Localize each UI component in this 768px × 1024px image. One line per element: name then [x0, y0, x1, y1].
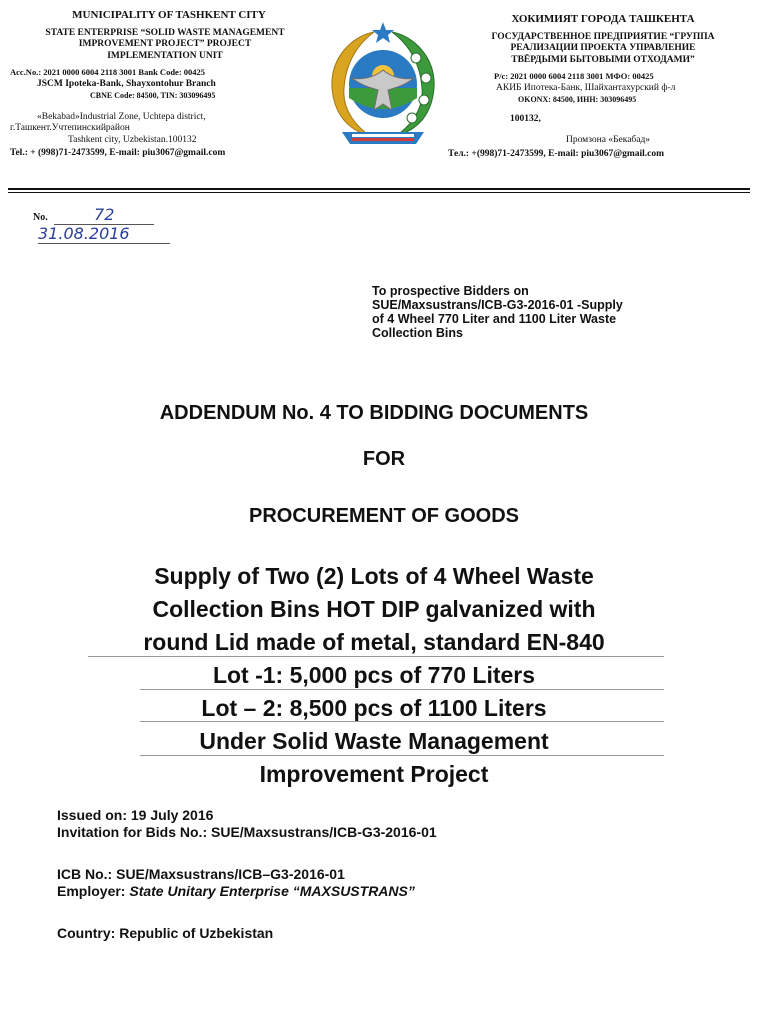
enterprise-en-line2: IMPROVEMENT PROJECT” PROJECT [78, 39, 252, 49]
address-en-2: г.Ташкент.Учтепинскийрайон [10, 123, 130, 133]
underline-2 [140, 689, 664, 690]
header-divider-thick [8, 188, 750, 190]
reference-no-label: No. [33, 212, 48, 223]
okonx-ru: OKONX: 84500, ИНН: 303096495 [518, 95, 637, 104]
enterprise-ru-line1: ГОСУДАРСТВЕННОЕ ПРЕДПРИЯТИЕ “ГРУППА [491, 31, 715, 42]
account-ru: Р/с: 2021 0000 6004 2118 3001 МФО: 00425 [494, 71, 654, 81]
account-en: Acc.No.: 2021 0000 6004 2118 3001 Bank Code: 00425 [10, 67, 206, 77]
underline-3 [140, 721, 664, 722]
issued-date: Issued on: 19 July 2016 [57, 807, 214, 823]
reference-block [33, 205, 154, 225]
municipality-ru: ХОКИМИЯТ ГОРОДА ТАШКЕНТА [511, 13, 695, 25]
employer-line [57, 883, 415, 900]
icb-block [57, 866, 415, 900]
underline-1 [88, 656, 664, 657]
municipality-en: MUNICIPALITY OF TASHKENT CITY [72, 9, 266, 21]
supply-line1: Supply of Two (2) Lots of 4 Wheel Waste [154, 563, 594, 589]
state-emblem-icon [312, 18, 454, 152]
header-left [10, 10, 320, 160]
addendum-title: ADDENDUM No. 4 TO BIDDING DOCUMENTS [159, 402, 589, 424]
zone-ru: Промзона «Бекабад» [566, 135, 651, 145]
reference-number: 72 [54, 205, 154, 225]
bank-ru: АКИБ Ипотека-Банк, Шайхантахурский ф-л [496, 82, 676, 93]
under-line2: Improvement Project [259, 761, 489, 787]
enterprise-en-line1: STATE ENTERPRISE “SOLID WASTE MANAGEMENT [45, 27, 285, 38]
recipient-line2: SUE/Maxsustrans/ICB-G3-2016-01 -Supply [372, 298, 623, 312]
address-en-3: Tashkent city, Uzbekistan.100132 [68, 134, 197, 145]
ifb-number: Invitation for Bids No.: SUE/Maxsustrans/ICB-G3-2016-01 [57, 824, 437, 840]
underline-4 [140, 755, 664, 756]
recipient-line3: of 4 Wheel 770 Liter and 1100 Liter Waste [372, 312, 617, 326]
contact-en: Tel.: + (998)71-2473599, E-mail: piu3067@gmail.com [10, 148, 226, 158]
enterprise-en-line3: IMPLEMENTATION UNIT [107, 50, 223, 61]
for-title: FOR [362, 448, 406, 470]
reference-date: 31.08.2016 [38, 224, 170, 244]
address-en-1: «Bekabad»Industrial Zone, Uchtepa district, [37, 111, 206, 122]
enterprise-ru-line2: РЕАЛИЗАЦИИ ПРОЕКТА УПРАВЛЕНИЕ [510, 43, 696, 53]
recipient-line1: To prospective Bidders on [372, 284, 529, 298]
icb-number: ICB No.: SUE/Maxsustrans/ICB–G3-2016-01 [57, 866, 345, 882]
header-right [448, 14, 758, 160]
employer-value: State Unitary Enterprise “MAXSUSTRANS” [129, 883, 415, 899]
supply-line3: round Lid made of metal, standard EN-840 [143, 629, 605, 655]
bank-en: JSCM Ipoteka-Bank, Shayxontohur Branch [37, 78, 216, 89]
employer-label: Employer: [57, 883, 126, 899]
under-line1: Under Solid Waste Management [199, 728, 549, 754]
procurement-title: PROCUREMENT OF GOODS [248, 505, 519, 527]
header-divider-thin [8, 192, 750, 193]
contact-ru: Тел.: +(998)71-2473599, E-mail: piu3067@gmail.com [448, 148, 665, 159]
lot1-line: Lot -1: 5,000 pcs of 770 Liters [212, 662, 536, 688]
recipient-line4: Collection Bins [372, 326, 463, 340]
recipient-block [372, 284, 722, 340]
country-line: Country: Republic of Uzbekistan [57, 925, 274, 941]
issued-block [57, 807, 437, 841]
state-emblem [312, 18, 454, 152]
lot2-line: Lot – 2: 8,500 pcs of 1100 Liters [201, 695, 547, 721]
enterprise-ru-line3: ТВЁРДЫМИ БЫТОВЫМИ ОТХОДАМИ” [511, 54, 695, 65]
supply-line2: Collection Bins HOT DIP galvanized with [152, 596, 596, 622]
zip-ru: 100132, [510, 113, 541, 124]
cbne-en: CBNE Code: 84500, TIN: 303096495 [90, 91, 216, 100]
supply-description [0, 560, 758, 791]
